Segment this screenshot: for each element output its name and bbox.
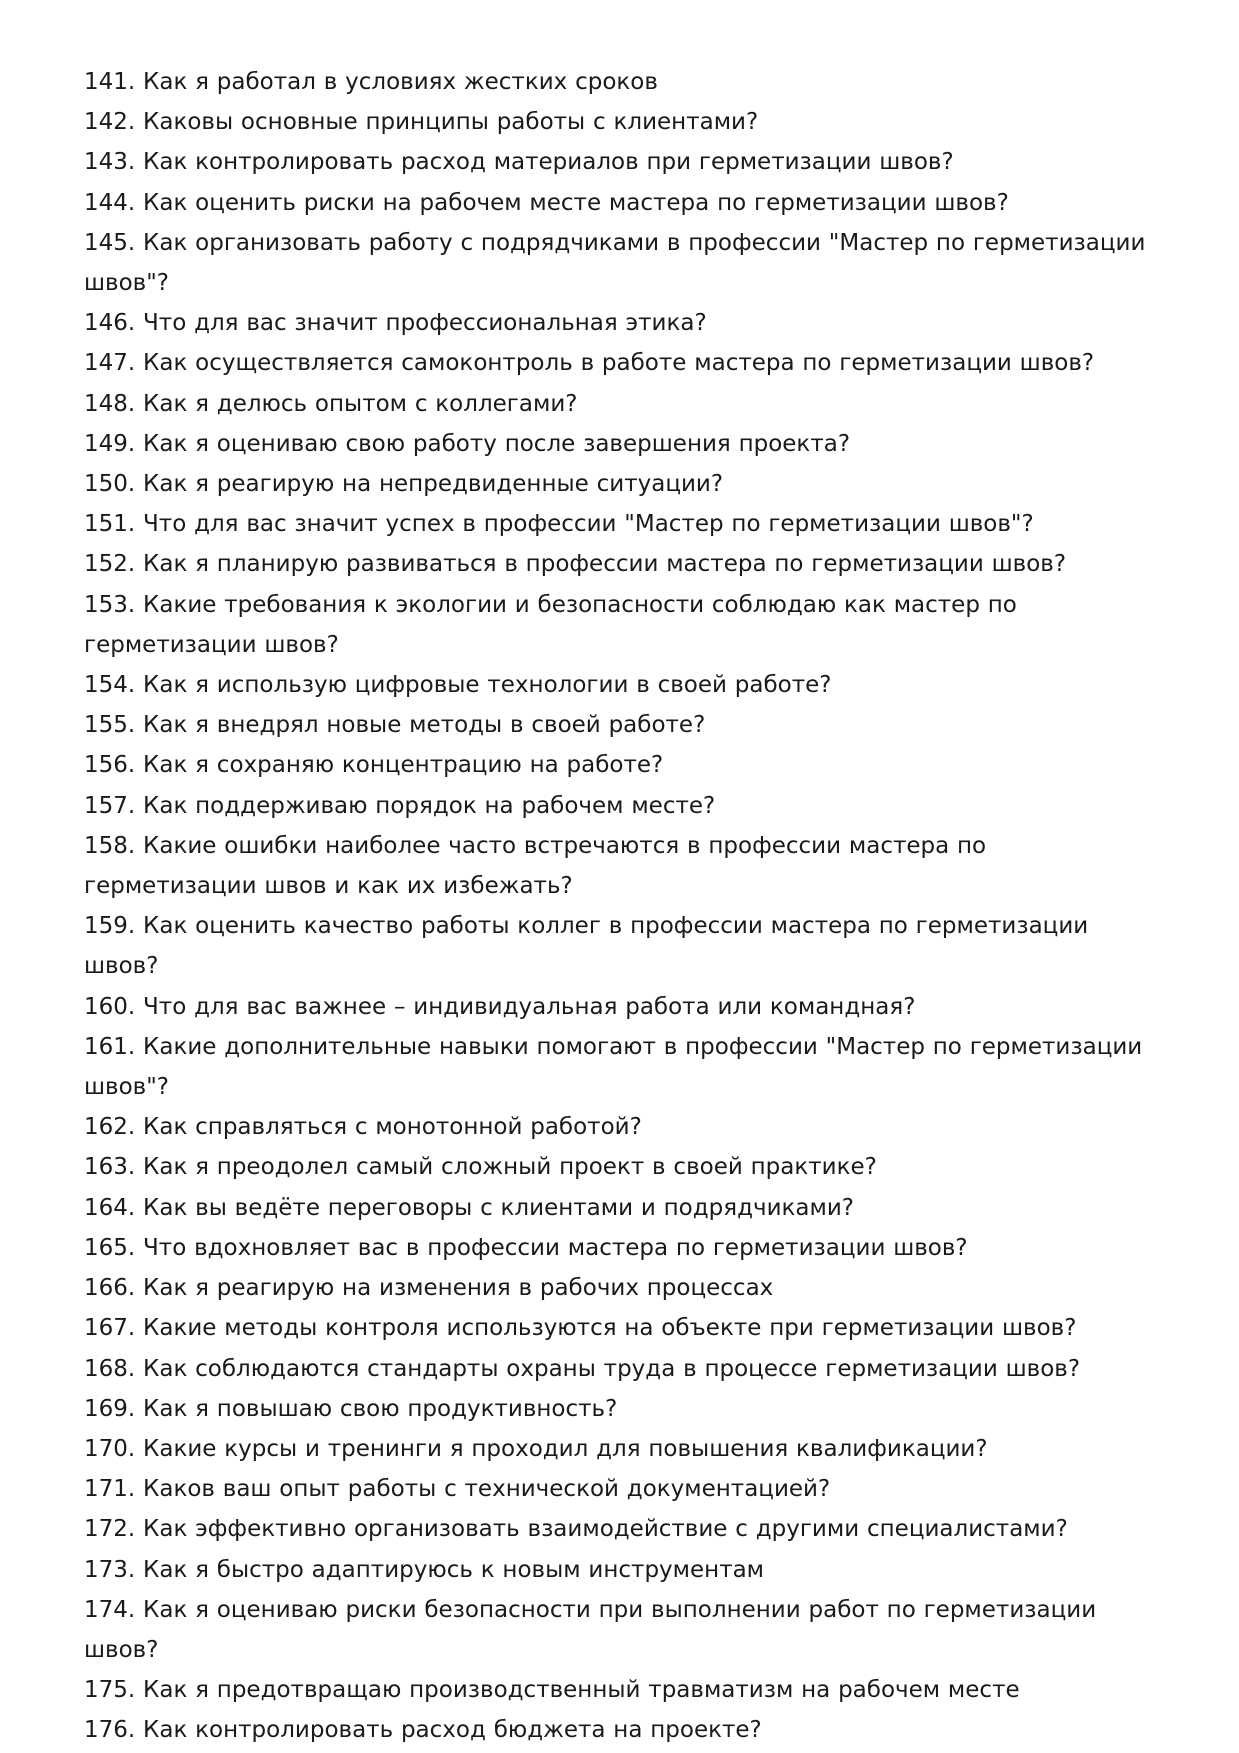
question-item: 155. Как я внедрял новые методы в своей работе? <box>84 712 706 739</box>
question-item: 141. Как я работал в условиях жестких сроков <box>84 69 658 95</box>
question-item: 164. Как вы ведёте переговоры с клиентами и подрядчиками? <box>84 1194 855 1221</box>
question-item: 173. Как я быстро адаптируюсь к новым инструментам <box>84 1556 765 1583</box>
question-item: 170. Какие курсы и тренинги я проходил для повышения квалификации? <box>84 1435 988 1462</box>
question-item: 171. Каков ваш опыт работы с технической документацией? <box>84 1476 831 1503</box>
question-item: 174. Как я оцениваю риски безопасности при выполнении работ по герметизации швов? <box>84 1596 1097 1663</box>
question-item: 147. Как осуществляется самоконтроль в работе мастера по герметизации швов? <box>84 350 1095 377</box>
question-item: 176. Как контролировать расход бюджета на проекте? <box>84 1717 762 1744</box>
question-item: 148. Как я делюсь опытом с коллегами? <box>84 390 578 417</box>
question-item: 165. Что вдохновляет вас в профессии мастера по герметизации швов? <box>84 1234 968 1261</box>
question-item: 169. Как я повышаю свою продуктивность? <box>84 1395 618 1422</box>
question-item: 166. Как я реагирую на изменения в рабочих процессах <box>84 1275 774 1302</box>
question-item: 152. Как я планирую развиваться в профессии мастера по герметизации швов? <box>84 551 1067 578</box>
question-item: 167. Какие методы контроля используются на объекте при герметизации швов? <box>84 1315 1077 1342</box>
question-item: 156. Как я сохраняю концентрацию на работе? <box>84 752 664 779</box>
question-item: 142. Каковы основные принципы работы с клиентами? <box>84 109 759 136</box>
question-item: 153. Какие требования к экологии и безопасности соблюдаю как мастер по герметизации швов? <box>84 591 1017 658</box>
question-item: 151. Что для вас значит успех в профессии "Мастер по герметизации швов"? <box>84 511 1034 538</box>
question-item: 160. Что для вас важнее – индивидуальная работа или командная? <box>84 993 916 1020</box>
question-item: 158. Какие ошибки наиболее часто встречаются в профессии мастера по герметизации швов и как их избежать? <box>84 832 987 900</box>
question-item: 144. Как оценить риски на рабочем месте мастера по герметизации швов? <box>84 189 1009 216</box>
question-item: 145. Как организовать работу с подрядчиками в профессии "Мастер по герметизации швов"? <box>84 229 1146 297</box>
question-list <box>84 62 1164 1751</box>
question-item: 157. Как поддерживаю порядок на рабочем месте? <box>84 792 716 819</box>
question-item: 149. Как я оцениваю свою работу после завершения проекта? <box>84 430 851 457</box>
question-item: 143. Как контролировать расход материалов при герметизации швов? <box>84 149 954 176</box>
question-item: 162. Как справляться с монотонной работой? <box>84 1114 642 1141</box>
question-item: 172. Как эффективно организовать взаимодействие с другими специалистами? <box>84 1516 1068 1543</box>
question-item: 163. Как я преодолел самый сложный проект в своей практике? <box>84 1154 877 1181</box>
question-item: 150. Как я реагирую на непредвиденные ситуации? <box>84 471 724 498</box>
question-item: 161. Какие дополнительные навыки помогают в профессии "Мастер по герметизации швов"? <box>84 1033 1143 1101</box>
question-item: 146. Что для вас значит профессиональная этика? <box>84 310 707 337</box>
question-item: 159. Как оценить качество работы коллег в профессии мастера по герметизации швов? <box>84 913 1089 980</box>
question-item: 175. Как я предотвращаю производственный травматизм на рабочем месте <box>84 1677 1020 1704</box>
question-item: 168. Как соблюдаются стандарты охраны труда в процессе герметизации швов? <box>84 1355 1081 1382</box>
question-item: 154. Как я использую цифровые технологии в своей работе? <box>84 672 832 699</box>
